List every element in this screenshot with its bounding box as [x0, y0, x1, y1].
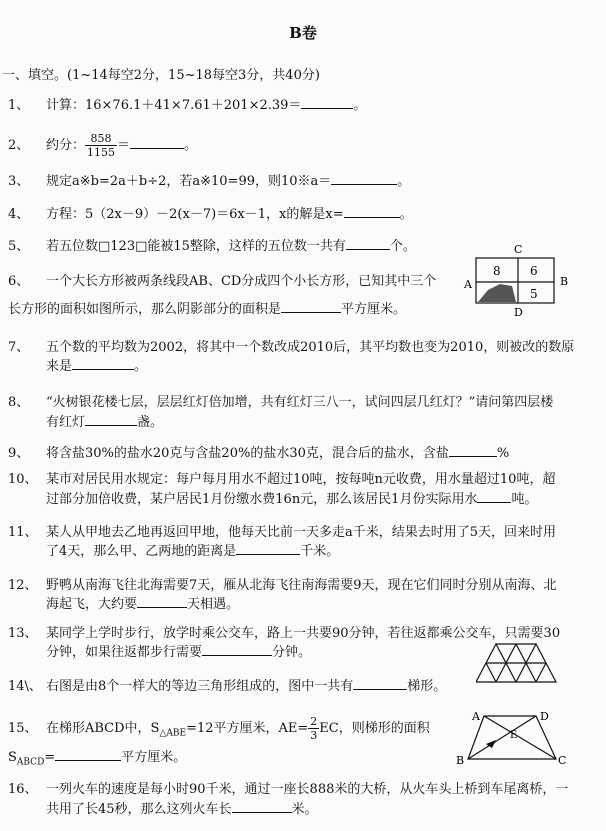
area-label-6: 6 — [530, 264, 538, 278]
grid-line — [536, 663, 546, 682]
question-3 — [8, 172, 410, 192]
shaded-region — [478, 284, 516, 302]
question-text: 一个大长方形被两条线段AB、CD分成四个小长方形，已知其中三个 — [46, 274, 437, 289]
fraction — [308, 715, 319, 742]
question-number: 7、 — [8, 340, 30, 355]
question-number: 1、 — [8, 98, 30, 113]
area-label-5: 5 — [530, 287, 538, 301]
question-15 — [8, 715, 430, 744]
question-11 — [8, 523, 556, 543]
question-12-line2 — [8, 595, 239, 615]
question-text: 共用了长45秒，那么这列火车长 — [46, 802, 232, 817]
question-end: 千米。 — [300, 544, 340, 559]
triangle-grid-figure — [476, 638, 566, 688]
question-end: 盏。 — [137, 415, 164, 430]
question-number: 16、 — [8, 782, 38, 797]
question-text: 过部分加倍收费，某户居民1月份缴水费16n元，那么该居民1月份实际用水 — [46, 492, 478, 507]
question-8 — [8, 393, 553, 413]
question-text: 在梯形ABCD中，S — [46, 721, 160, 736]
question-13-line2 — [8, 643, 311, 663]
question-number: 2、 — [8, 138, 30, 153]
question-number: 15、 — [8, 721, 38, 736]
question-number: 14\、 — [8, 679, 42, 694]
question-text: = — [44, 750, 56, 765]
question-12 — [8, 576, 557, 596]
page-title: B卷 — [289, 24, 317, 42]
question-text: 方程：5（2x－9）－2(x－7)＝6x－1，x的解是x= — [46, 207, 344, 222]
grid-line — [486, 663, 496, 682]
answer-blank[interactable] — [72, 357, 134, 370]
question-4 — [8, 205, 413, 225]
answer-blank[interactable] — [346, 237, 390, 250]
question-text: 有红灯 — [46, 415, 86, 430]
subscript: △ABE — [159, 728, 187, 739]
question-prefix: 约分： — [46, 138, 86, 153]
question-15-line2 — [8, 748, 186, 773]
question-text: 右图是由8个一样大的等边三角形组成的，图中一共有 — [46, 679, 354, 694]
question-5 — [8, 237, 416, 257]
question-1 — [8, 96, 366, 116]
question-10 — [8, 470, 555, 490]
question-end: 平方厘米。 — [341, 302, 407, 317]
question-text: 规定a※b=2a＋b÷2，若a※10=99，则10※a＝ — [46, 174, 332, 189]
question-16-line2 — [8, 800, 318, 820]
question-end: 梯形。 — [407, 679, 447, 694]
question-text: 了4天，那么甲、乙两地的距离是 — [46, 544, 237, 559]
answer-blank[interactable] — [130, 136, 184, 149]
question-end: 。 — [134, 359, 148, 374]
question-number: 4、 — [8, 207, 30, 222]
fraction-denominator: 1155 — [87, 146, 116, 159]
answer-blank[interactable] — [55, 748, 121, 761]
label-d: D — [514, 306, 523, 318]
question-2 — [8, 132, 197, 159]
question-text: 分钟，如果往返都步行需要 — [46, 645, 203, 660]
question-end: 。 — [397, 174, 411, 189]
question-16 — [8, 780, 568, 800]
question-number: 10、 — [8, 472, 38, 487]
question-text: 海起飞，大约要 — [46, 597, 138, 612]
question-number: 11、 — [8, 525, 38, 540]
question-text: =12平方厘米，AE= — [186, 721, 309, 736]
question-suffix: ＝ — [117, 138, 131, 153]
answer-blank[interactable] — [232, 800, 292, 813]
question-11-line2 — [8, 542, 339, 562]
question-text: EC，则梯形的面积 — [319, 721, 430, 736]
question-text: 来是 — [46, 359, 73, 374]
label-e: E — [510, 730, 518, 741]
question-7-line2 — [8, 357, 147, 377]
subscript: ABCD — [16, 757, 45, 768]
answer-blank[interactable] — [344, 205, 400, 218]
answer-blank[interactable] — [236, 542, 300, 555]
question-end: 天相遇。 — [187, 597, 240, 612]
question-text: 若五位数□123□能被15整除，这样的五位数一共有 — [46, 239, 346, 254]
question-text: 某人从甲地去乙地再返回甲地，他每天比前一天多走a千米，结果去时用了5天，回来时用 — [46, 525, 557, 540]
question-number: 3、 — [8, 174, 30, 189]
question-6-line2 — [8, 300, 406, 320]
question-end: % — [496, 446, 510, 461]
section-heading: 一、填空。(1~14每空2分，15~18每空3分，共40分) — [2, 68, 320, 83]
question-number: 6、 — [8, 274, 30, 289]
fraction-denominator: 3 — [310, 729, 318, 742]
question-text: 计算：16×76.1＋41×7.61＋201×2.39＝ — [46, 98, 302, 113]
question-number: 9、 — [8, 446, 30, 461]
question-number: 8、 — [8, 395, 30, 410]
question-number: 5、 — [8, 239, 30, 254]
question-7 — [8, 338, 574, 358]
answer-blank[interactable] — [301, 96, 353, 109]
label-b: B — [456, 754, 465, 767]
label-c: C — [514, 243, 523, 256]
trapezoid-figure — [452, 704, 572, 770]
question-6 — [8, 272, 436, 292]
question-end: 分钟。 — [272, 645, 312, 660]
question-end: 米。 — [291, 802, 318, 817]
question-text: 五个数的平均数为2002，将其中一个数改成2010后，其平均数也变为2010，则被改的数原 — [46, 340, 575, 355]
question-8-line2 — [8, 413, 163, 433]
question-text: 将含盐30%的盐水20克与含盐20%的盐水30克，混合后的盐水，含盐 — [46, 446, 449, 461]
fraction-numerator: 858 — [85, 132, 117, 146]
label-a: A — [464, 278, 472, 291]
question-text: 野鸭从南海飞往北海需要7天，雁从北海飞往南海需要9天，现在它们同时分别从南海、北 — [46, 578, 557, 593]
question-text: 某市对居民用水规定：每户每月用水不超过10吨，按每吨n元收费，用水量超过10吨，超 — [46, 472, 556, 487]
question-10-line2 — [8, 490, 537, 510]
question-text: 长方形的面积如图所示，那么阴影部分的面积是 — [8, 302, 282, 317]
answer-blank[interactable] — [202, 643, 272, 656]
answer-blank[interactable] — [353, 677, 407, 690]
answer-blank[interactable] — [85, 413, 137, 426]
question-9 — [8, 444, 509, 464]
label-b: B — [560, 275, 569, 288]
question-end: 个。 — [389, 239, 416, 254]
question-14 — [8, 677, 446, 697]
area-label-8: 8 — [493, 264, 501, 278]
question-text: 一列火车的速度是每小时90千米，通过一座长888米的大桥，从火车头上桥到车尾离桥，一 — [46, 782, 569, 797]
question-end: 吨。 — [511, 492, 538, 507]
question-end: 平方厘米。 — [121, 750, 187, 765]
fraction-numerator: 2 — [310, 715, 318, 728]
question-end: 。 — [399, 207, 413, 222]
question-text: “火树银花楼七层，层层红灯倍加增，共有红灯三八一，试问四层几红灯？”请问第四层楼 — [46, 395, 554, 410]
answer-blank[interactable] — [449, 444, 497, 457]
question-text: S — [8, 750, 17, 765]
answer-blank[interactable] — [477, 490, 511, 503]
rectangle-figure — [456, 240, 574, 318]
answer-blank[interactable] — [281, 300, 341, 313]
question-end: 。 — [184, 138, 198, 153]
question-text: 某同学上学时步行，放学时乘公交车，路上一共要90分钟，若往返都乘公交车，只需要30 — [46, 626, 561, 641]
label-a: A — [472, 710, 480, 723]
fraction — [85, 132, 117, 159]
answer-blank[interactable] — [331, 172, 397, 185]
answer-blank[interactable] — [137, 595, 187, 608]
label-c: C — [558, 754, 567, 767]
question-end: 。 — [353, 98, 367, 113]
question-number: 12、 — [8, 578, 38, 593]
label-d: D — [540, 710, 549, 723]
question-number: 13、 — [8, 626, 38, 641]
